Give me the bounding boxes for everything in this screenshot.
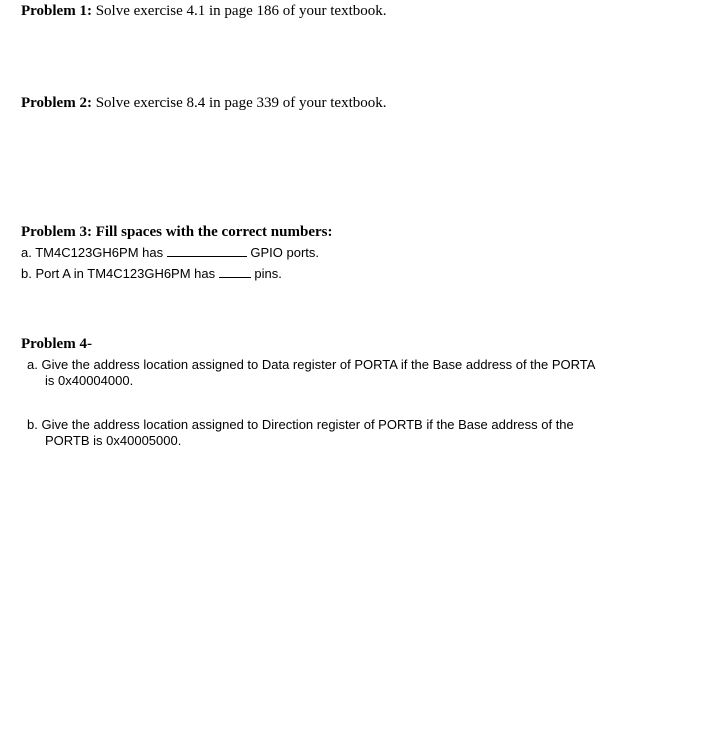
problem-4-heading [21, 335, 92, 353]
problem-4-item-b-line1: b. Give the address location assigned to Direction register of PORTB if the Base address of the [27, 417, 574, 432]
problem-3-heading [21, 223, 332, 241]
problem-3-item-b [21, 266, 282, 282]
problem-1-text: Solve exercise 4.1 in page 186 of your textbook. [95, 3, 387, 19]
problem-4-heading-text: Problem 4- [21, 336, 92, 352]
problem-4-item-a [27, 357, 667, 389]
problem-4-item-a-line1: a. Give the address location assigned to Data register of PORTA if the Base address of the PORTA [27, 357, 596, 372]
problem-4-item-a-line2: is 0x40004000. [45, 373, 134, 388]
problem-2-text: Solve exercise 8.4 in page 339 of your textbook. [95, 95, 387, 111]
problem-3-heading-text: Problem 3: Fill spaces with the correct numbers: [21, 224, 333, 240]
problem-3-item-b-before: b. Port A in TM4C123GH6PM has [21, 266, 216, 281]
answer-blank-port-a-pins[interactable] [219, 266, 251, 278]
problem-2 [21, 94, 386, 112]
answer-blank-gpio-ports[interactable] [167, 245, 247, 257]
problem-1-label: Problem 1: [21, 3, 92, 19]
problem-3-item-b-after: pins. [254, 266, 282, 281]
problem-3-item-a [21, 245, 319, 261]
problem-4-item-b [27, 417, 667, 449]
problem-2-label: Problem 2: [21, 95, 92, 111]
problem-4-item-b-line2: PORTB is 0x40005000. [45, 433, 182, 448]
problem-1 [21, 2, 386, 20]
problem-3-item-a-after: GPIO ports. [250, 245, 319, 260]
problem-3-item-a-before: a. TM4C123GH6PM has [21, 245, 164, 260]
